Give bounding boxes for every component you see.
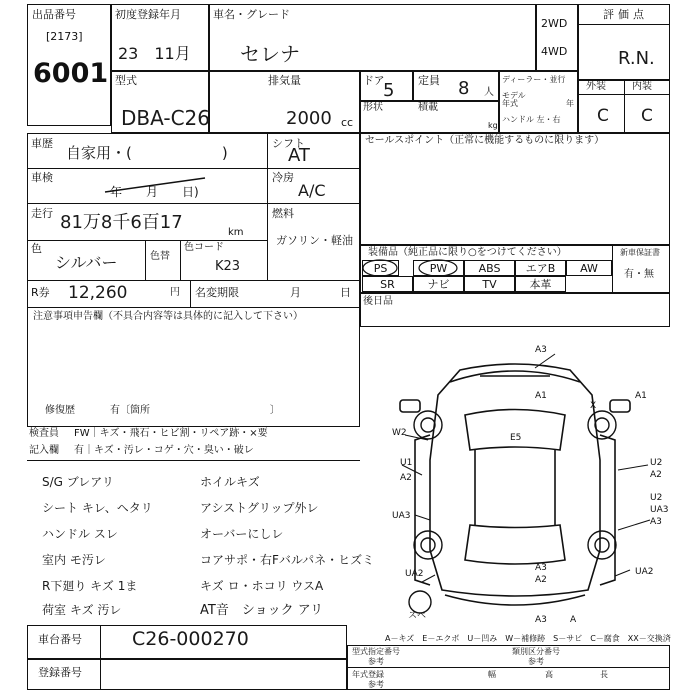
note-4-left: 室内 モ汚レ — [42, 553, 106, 567]
cc-value: 2000 — [286, 108, 332, 129]
type-value: DBA-C26 — [121, 106, 210, 130]
mark-x: X — [590, 401, 597, 411]
mileage-unit: km — [228, 227, 244, 238]
model-year-label: モデル年式 — [502, 91, 526, 108]
grade-divider — [578, 24, 670, 25]
day-unit: 日 — [340, 286, 351, 299]
repair-value: 有〔箇所 〕 — [110, 405, 280, 416]
equip-tv: TV — [464, 276, 515, 292]
mark-a2-right: A2 — [650, 470, 662, 480]
mark-spare: スペ — [408, 611, 427, 621]
grade-label: 評価点 — [603, 8, 648, 21]
note-6-right: AT音 ショック アリ — [200, 603, 324, 618]
mark-a3-top: A3 — [535, 345, 547, 355]
inspector-line2: 有｜キズ・汚レ・コゲ・穴・臭い・破レ — [74, 445, 254, 456]
inspector-line1: FW｜キズ・飛石・ヒビ割・リペア跡・×要 — [74, 428, 268, 439]
mark-u2-right: U2 — [650, 458, 663, 468]
paint-label: 色替 — [150, 251, 170, 262]
note-4-right: コアサポ・右Fバルパネ・ヒズミ — [200, 553, 375, 567]
cc-label: 排気量 — [268, 74, 301, 87]
mark-u2-mid: U2 — [650, 493, 663, 503]
entry-label: 記入欄 — [29, 445, 59, 456]
exterior-label: 外装 — [586, 81, 606, 92]
note-1-right: ホイルキズ — [200, 475, 260, 489]
equip-sr: SR — [362, 276, 413, 292]
color-code-label: 色コード — [184, 242, 224, 253]
col-split-a — [267, 133, 268, 280]
inspection-value: 年 月 日) — [110, 185, 199, 199]
month-unit: 月 — [290, 286, 301, 299]
model-value: セレナ — [240, 42, 300, 66]
color-value: シルバー — [55, 253, 118, 272]
footer-category: 類別区分番号 — [512, 647, 560, 656]
footer-ref-1: 参考 — [368, 657, 384, 666]
rear-seat-label: 後日品 — [363, 296, 393, 307]
mark-a-bottom: A — [570, 615, 577, 625]
note-5-right: キズ ロ・ホコリ ウスA — [200, 579, 324, 593]
col-split-c — [180, 240, 181, 280]
first-reg-value: 23 11月 — [118, 44, 191, 63]
equip-circles — [360, 255, 470, 279]
footer-height: 高 — [545, 670, 553, 679]
history-value: 自家用・( ) — [66, 144, 228, 162]
grade-value: R.N. — [618, 48, 655, 69]
mark-a3-rear: A3 — [535, 563, 547, 573]
reg-label: 登録番号 — [38, 666, 82, 679]
note-6-left: 荷室 キズ 汚レ — [42, 603, 122, 617]
color-code-value: K23 — [215, 259, 241, 274]
equip-navi: ナビ — [413, 276, 464, 292]
repair-label: 修復歴 — [45, 405, 75, 416]
first-reg-label: 初度登録年月 — [115, 8, 181, 21]
equip-ps: PS — [362, 260, 399, 276]
equip-pw: PW — [413, 260, 464, 276]
warranty-split — [612, 245, 613, 293]
inspection-label: 車検 — [31, 171, 53, 184]
equipment-label: 装備品（純正品に限り○をつけてください） — [368, 247, 567, 258]
inspection-strike — [100, 170, 210, 200]
drive-box — [536, 4, 578, 71]
recycle-value: 12,260 — [68, 283, 128, 303]
mark-a3-bottom: A3 — [535, 615, 547, 625]
mark-ua2-left: UA2 — [405, 569, 424, 579]
mark-a2-left: A2 — [400, 473, 412, 483]
row-line-4 — [27, 280, 360, 281]
doors-value: 5 — [383, 80, 395, 101]
fuel-value: ガソリン・軽油 — [276, 234, 353, 247]
recycle-label: R券 — [31, 286, 50, 299]
cc-unit: cc — [341, 116, 354, 129]
ac-label: 冷房 — [272, 171, 294, 184]
history-label: 車歴 — [31, 137, 53, 150]
shift-value: AT — [288, 145, 310, 166]
dealer-label: ディーラー・並行 — [502, 75, 566, 84]
notes-label: 注意事項申告欄（不具合内容等は具体的に記入して下さい） — [33, 311, 303, 322]
warranty-value: 有・無 — [624, 269, 654, 280]
footer-rule — [347, 667, 670, 668]
type-label: 型式 — [115, 74, 137, 87]
inspector-rule — [27, 460, 360, 461]
footer-width: 幅 — [488, 670, 496, 679]
interior-value: C — [641, 106, 653, 126]
mark-w2: W2 — [392, 428, 407, 438]
mark-e5: E5 — [510, 433, 522, 443]
lot-number: 6001 — [33, 58, 109, 89]
lot-sub: [2173] — [46, 30, 83, 43]
footer-length: 長 — [600, 670, 608, 679]
doors-label: ドア — [363, 74, 385, 87]
chassis-value: C26-000270 — [132, 628, 249, 650]
fuel-label: 燃料 — [272, 207, 294, 220]
col-split-d — [190, 280, 191, 307]
equip-aw: AW — [566, 260, 612, 276]
footer-type-designation: 型式指定番号 — [352, 647, 400, 656]
exterior-value: C — [597, 106, 609, 126]
sales-label: セールスポイント（正常に機能するものに限ります） — [365, 135, 605, 146]
equip-abs: ABS — [464, 260, 515, 276]
col-split-b — [145, 240, 146, 280]
row-line-3 — [27, 240, 267, 241]
mileage-label: 走行 — [31, 207, 53, 220]
equip-leather: 本革 — [515, 276, 566, 292]
drive-4wd: 4WD — [541, 45, 568, 58]
cap-value: 8 — [458, 78, 470, 99]
note-1-left: S/G ブレアリ — [42, 475, 114, 489]
year-unit: 年 — [566, 99, 574, 108]
mark-a3-right: A3 — [650, 517, 662, 527]
car-damage-diagram — [360, 340, 670, 630]
footer-ref-2: 参考 — [528, 657, 544, 666]
ext-int-divider — [578, 94, 670, 95]
mark-ua2-right: UA2 — [635, 567, 654, 577]
ext-int-split — [624, 80, 625, 133]
legend-text: A－キズ E－エクボ U－凹み W－補修跡 S－サビ C－腐食 XX－交換済 — [385, 634, 671, 643]
inspector-label: 検査員 — [29, 428, 59, 439]
mark-ua3-right: UA3 — [650, 505, 669, 515]
recycle-unit: 円 — [170, 287, 180, 298]
cap-unit: 人 — [484, 87, 494, 98]
note-3-right: オーバーにしレ — [200, 527, 284, 541]
note-3-left: ハンドル スレ — [42, 527, 118, 541]
mileage-value: 81万8千6百17 — [60, 212, 183, 233]
model-label: 車名・グレード — [213, 8, 290, 21]
row-line-2 — [27, 203, 360, 204]
mark-a1-right: A1 — [635, 391, 647, 401]
chassis-label: 車台番号 — [38, 633, 82, 646]
footer-reg-date: 年式登録 — [352, 670, 384, 679]
row-line-5 — [27, 307, 360, 308]
sales-box — [360, 133, 670, 245]
drive-2wd: 2WD — [541, 17, 568, 30]
equip-airbag: エアB — [515, 260, 566, 276]
mark-a2-rear: A2 — [535, 575, 547, 585]
reg-expiry-label: 名変期限 — [195, 286, 239, 299]
shift-label: シフト — [272, 137, 305, 150]
mark-u1: U1 — [400, 458, 413, 468]
load-unit: kg — [488, 121, 498, 130]
interior-label: 内装 — [632, 81, 652, 92]
rear-box — [360, 293, 670, 327]
shape-label: 形状 — [363, 102, 383, 113]
row-line-1 — [27, 168, 360, 169]
note-5-left: R下廻り キズ 1ま — [42, 579, 138, 593]
color-label: 色 — [31, 242, 42, 255]
warranty-label: 新車保証書 — [620, 248, 660, 257]
mark-a1-top: A1 — [535, 391, 547, 401]
mark-ua3-left: UA3 — [392, 511, 411, 521]
load-label: 積載 — [418, 102, 438, 113]
note-2-right: アシストグリップ外レ — [200, 501, 319, 515]
note-2-left: シート キレ、ヘタリ — [42, 501, 153, 515]
lot-label: 出品番号 — [32, 8, 76, 21]
ac-value: A/C — [298, 181, 326, 200]
cap-label: 定員 — [418, 74, 440, 87]
footer-ref-3: 参考 — [368, 680, 384, 689]
handle-label: ハンドル 左・右 — [502, 115, 561, 124]
